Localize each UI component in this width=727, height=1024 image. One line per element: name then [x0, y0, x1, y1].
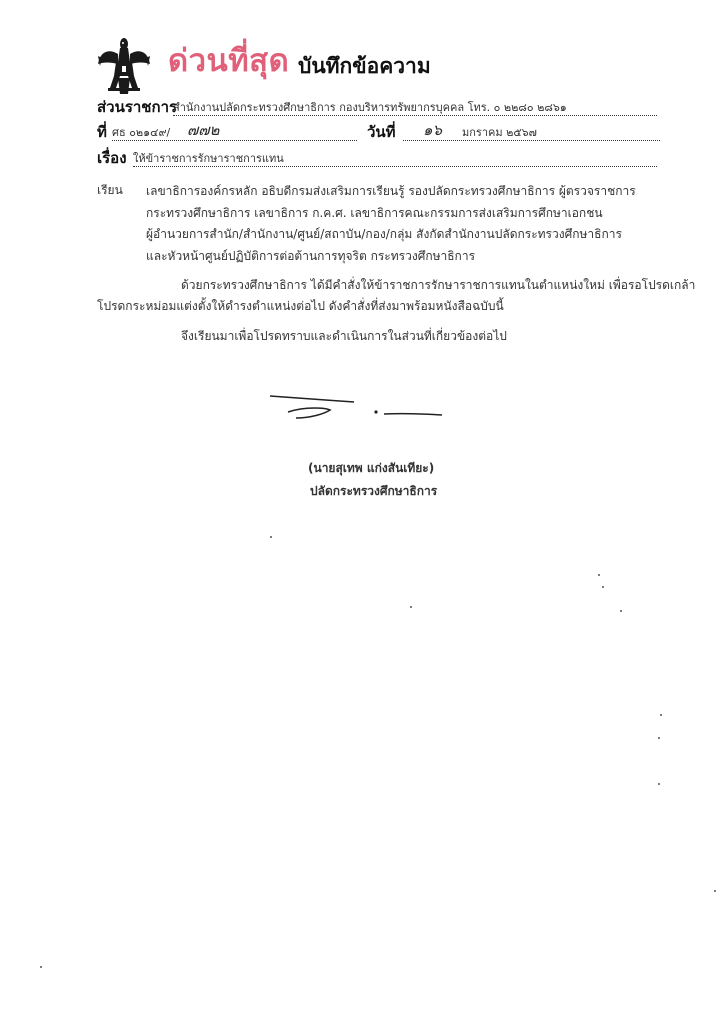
paragraph1-line1: ด้วยกระทรวงศึกษาธิการ ได้มีคำสั่งให้ข้าราชการรักษาราชการแทนในตำแหน่งใหม่ เพื่อรอโปรดเกล้า [181, 278, 696, 292]
recipient-list [146, 181, 666, 267]
scan-speck [620, 610, 622, 612]
garuda-emblem-icon [96, 36, 152, 98]
agency-value: สำนักงานปลัดกระทรวงศึกษาธิการ กองบริหารทรัพยากรบุคคล โทร. ๐ ๒๒๘๐ ๒๘๖๑ [173, 101, 567, 114]
signer-position: ปลัดกระทรวงศึกษาธิการ [310, 484, 438, 498]
memo-title: บันทึกข้อความ [298, 54, 431, 78]
scan-speck [660, 714, 662, 716]
ref-label: ที่ [97, 123, 107, 141]
scan-speck [602, 586, 604, 588]
subject-row [97, 146, 660, 168]
agency-row [97, 95, 660, 117]
ref-handwritten: ๗๗๒ [187, 121, 220, 139]
scan-speck [658, 737, 660, 739]
urgent-stamp: ด่วนที่สุด [168, 43, 290, 79]
scan-speck [658, 783, 660, 785]
signer-name: (นายสุเทพ แก่งสันเทียะ) [308, 461, 435, 475]
date-day: ๑๖ [423, 121, 443, 139]
recipient-label: เรียน [97, 183, 123, 197]
paragraph2: จึงเรียนมาเพื่อโปรดทราบและดำเนินการในส่วนที่เกี่ยวข้องต่อไป [181, 329, 507, 343]
recipient-line: ผู้อำนวยการสำนัก/สำนักงาน/ศูนย์/สถาบัน/กอง/กลุ่ม สังกัดสำนักงานปลัดกระทรวงศึกษาธิการ [146, 227, 622, 241]
scan-speck [270, 536, 272, 538]
scan-speck [410, 606, 412, 608]
scan-speck [598, 574, 600, 576]
subject-label: เรื่อง [97, 149, 127, 167]
paragraph1-line2: โปรดกระหม่อมแต่งตั้งให้ดำรงตำแหน่งต่อไป ดังคำสั่งที่ส่งมาพร้อมหนังสือฉบับนี้ [97, 299, 504, 313]
ref-value: ศธ ๐๒๑๔๙/ [112, 126, 171, 139]
scan-speck [714, 890, 716, 892]
ref-date-row [97, 120, 660, 142]
handwritten-signature [266, 388, 446, 428]
recipient-line: และหัวหน้าศูนย์ปฏิบัติการต่อต้านการทุจริต กระทรวงศึกษาธิการ [146, 248, 476, 263]
date-label: วันที่ [367, 123, 396, 141]
recipient-line: กระทรวงศึกษาธิการ เลขาธิการ ก.ค.ศ. เลขาธิการคณะกรรมการส่งเสริมการศึกษาเอกชน [146, 205, 603, 220]
subject-value: ให้ข้าราชการรักษาราชการแทน [133, 152, 284, 165]
date-rest: มกราคม ๒๕๖๗ [462, 126, 537, 139]
scan-speck [40, 966, 42, 968]
agency-label: ส่วนราชการ [97, 98, 178, 116]
recipient-line: เลขาธิการองค์กรหลัก อธิบดีกรมส่งเสริมการเรียนรู้ รองปลัดกระทรวงศึกษาธิการ ผู้ตรวจราชการ [146, 184, 636, 198]
